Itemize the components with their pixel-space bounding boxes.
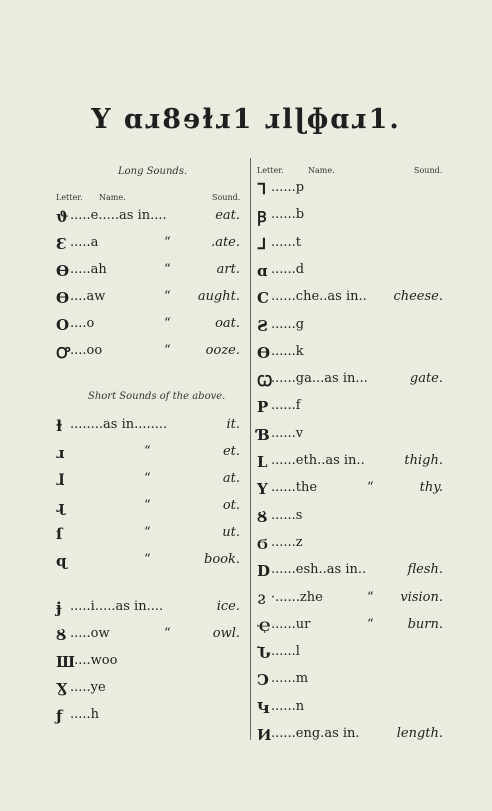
letter-name: .....a <box>70 235 99 250</box>
example-word: book. <box>204 552 240 567</box>
letter-name: ......f <box>271 398 301 414</box>
letter-glyph: Ϩ <box>257 589 267 608</box>
short-sound-row <box>56 552 240 572</box>
letter-glyph: P <box>257 398 269 417</box>
ditto-mark: “ <box>367 480 374 496</box>
long-sound-row <box>56 262 240 282</box>
letter-glyph: Ƨ <box>257 316 268 335</box>
letter-name: ......v <box>271 425 304 441</box>
consonant-row <box>257 535 443 555</box>
short-sound-row <box>56 525 240 545</box>
long-sound-row <box>56 289 240 309</box>
example-word: owl. <box>212 626 240 641</box>
example-word: et. <box>222 444 240 459</box>
letter-glyph: Ϭ <box>257 534 268 553</box>
letter-glyph: Ꞷ <box>257 372 273 391</box>
letter-name: ......l <box>271 644 300 660</box>
example-word: at. <box>222 471 240 486</box>
letter-name: ......n <box>271 698 305 714</box>
letter-glyph: ϴ <box>56 289 70 307</box>
short-sounds-heading: Short Sounds of the above. <box>88 391 226 402</box>
ditto-mark: “ <box>144 471 151 486</box>
ditto-mark: “ <box>164 235 171 250</box>
letter-name: ......b <box>271 207 305 223</box>
example-word: ut. <box>222 525 240 540</box>
letter-glyph: O <box>56 316 70 334</box>
short-sound-row <box>56 444 240 464</box>
diphthong-row <box>56 680 240 700</box>
consonant-row <box>257 317 443 337</box>
ditto-mark: “ <box>144 498 151 513</box>
letter-glyph: ƒ <box>56 707 63 725</box>
left-col-name: Name. <box>99 193 126 202</box>
ditto-mark: “ <box>144 444 151 459</box>
letter-name: .....ye <box>70 680 106 695</box>
letter-name: ....o <box>70 316 95 331</box>
letter-glyph: D <box>257 562 271 581</box>
letter-glyph: ɺ <box>56 471 65 489</box>
letter-glyph: ɉ <box>56 599 62 617</box>
diphthong-row <box>56 599 240 619</box>
example-word: it. <box>226 417 240 432</box>
example-word: oat. <box>215 316 240 331</box>
consonant-row <box>257 453 443 473</box>
short-sound-row <box>56 471 240 491</box>
letter-name: ·......zhe <box>271 589 323 605</box>
long-sounds-heading: Long Sounds. <box>118 166 188 177</box>
diphthong-row <box>56 653 240 673</box>
letter-name: ....aw <box>70 289 106 304</box>
left-col-sound: Sound. <box>212 193 241 202</box>
consonant-row <box>257 644 443 664</box>
example-word: gate. <box>409 371 443 387</box>
example-word: ooze. <box>205 343 240 358</box>
letter-name: ......t <box>271 234 302 250</box>
letter-name: ......g <box>271 316 305 332</box>
letter-glyph: Ꞵ <box>257 208 267 227</box>
example-word: flesh. <box>407 562 443 578</box>
example-word: .ate. <box>211 235 240 250</box>
letter-name: ......m <box>271 671 309 687</box>
letter-name: ......the <box>271 480 318 496</box>
letter-name: ......che..as in.. <box>271 289 367 305</box>
letter-name: .....h <box>70 707 100 722</box>
ditto-mark: “ <box>164 262 171 277</box>
letter-name: ......esh..as in.. <box>271 562 367 578</box>
right-col-sound: Sound. <box>414 166 443 175</box>
letter-name: ......k <box>271 343 304 359</box>
letter-glyph: Y <box>257 480 268 499</box>
letter-name: ......ga...as in... <box>271 371 368 387</box>
letter-glyph: Ɵ <box>56 262 70 280</box>
left-col-letter: Letter. <box>56 193 83 202</box>
letter-glyph: C <box>257 289 269 308</box>
letter-glyph: Կ <box>257 698 270 717</box>
ditto-mark: “ <box>144 525 151 540</box>
letter-name: ......ur <box>271 616 311 632</box>
consonant-row <box>257 344 443 364</box>
letter-glyph: ɋ <box>56 552 67 570</box>
consonant-row <box>257 371 443 391</box>
consonant-row <box>257 617 443 637</box>
letter-glyph: Ҿ <box>257 616 271 635</box>
letter-glyph: ᒧ <box>257 234 267 253</box>
letter-name: .....i.....as in.... <box>70 599 164 614</box>
example-word: burn. <box>407 616 443 632</box>
long-sound-row <box>56 235 240 255</box>
letter-glyph: Ȣ <box>56 626 67 644</box>
example-word: eat. <box>215 208 240 223</box>
long-sound-row <box>56 208 240 228</box>
consonant-row <box>257 671 443 691</box>
page-title: Y ɑɹ8ɘɫɹ1 ɹlɭɸɑɹ1. <box>91 104 401 135</box>
ditto-mark: “ <box>367 589 374 605</box>
consonant-row <box>257 508 443 528</box>
letter-name: .....e.....as in.... <box>70 208 167 223</box>
example-word: ot. <box>222 498 240 513</box>
diphthong-row <box>56 626 240 646</box>
letter-glyph: ɫ <box>56 417 63 435</box>
letter-glyph: Ꝍ <box>56 344 71 362</box>
letter-name: ......p <box>271 180 305 195</box>
letter-name: ......z <box>271 534 303 550</box>
letter-glyph: Ɛ <box>56 235 67 253</box>
consonant-row <box>257 180 443 200</box>
consonant-row <box>257 207 443 227</box>
example-word: thigh. <box>404 453 443 468</box>
letter-glyph: L <box>257 453 268 471</box>
letter-name: .....ah <box>70 262 107 277</box>
letter-glyph: Ɣ <box>56 680 68 698</box>
short-sound-row <box>56 498 240 518</box>
ditto-mark: “ <box>144 552 151 567</box>
letter-glyph: Ͻ <box>257 671 269 690</box>
letter-name: ........as in........ <box>70 417 168 432</box>
consonant-row <box>257 699 443 719</box>
example-word: ice. <box>216 599 240 614</box>
example-word: aught. <box>197 289 240 304</box>
column-divider <box>250 158 251 740</box>
ditto-mark: “ <box>164 343 171 358</box>
example-word: thy. <box>419 480 443 496</box>
letter-glyph: Ȣ <box>257 507 268 526</box>
letter-name: .....ow <box>70 626 110 641</box>
consonant-row <box>257 726 443 746</box>
right-col-letter: Letter. <box>257 166 284 175</box>
consonant-row <box>257 480 443 500</box>
letter-glyph: ɹ <box>56 444 65 462</box>
letter-glyph: ſ <box>56 525 63 543</box>
letter-glyph: ϑ <box>56 208 69 226</box>
ditto-mark: “ <box>164 316 171 331</box>
example-word: vision. <box>400 589 443 605</box>
right-col-name: Name. <box>308 166 335 175</box>
letter-glyph: Ն <box>257 644 271 663</box>
letter-name: ......s <box>271 507 303 523</box>
letter-name: ....oo <box>70 343 103 358</box>
example-word: cheese. <box>393 289 443 305</box>
ditto-mark: “ <box>367 616 374 632</box>
letter-glyph: ɑ <box>257 261 268 280</box>
example-word: length. <box>396 726 443 741</box>
letter-glyph: ᒣ <box>257 180 267 198</box>
consonant-row <box>257 426 443 446</box>
consonant-row <box>257 235 443 255</box>
letter-glyph: Ш <box>56 653 76 671</box>
letter-name: ......d <box>271 261 305 277</box>
consonant-row <box>257 289 443 309</box>
ditto-mark: “ <box>164 626 171 641</box>
long-sound-row <box>56 316 240 336</box>
consonant-row <box>257 262 443 282</box>
letter-glyph: Ѳ <box>257 343 271 362</box>
consonant-row <box>257 398 443 418</box>
letter-name: ......eth..as in.. <box>271 453 365 468</box>
letter-name: ......eng.as in. <box>271 726 360 741</box>
example-word: art. <box>216 262 240 277</box>
long-sound-row <box>56 343 240 363</box>
letter-glyph: ɻ <box>56 498 65 516</box>
diphthong-row <box>56 707 240 727</box>
ditto-mark: “ <box>164 289 171 304</box>
consonant-row <box>257 590 443 610</box>
letter-glyph: Ͷ <box>257 726 272 744</box>
consonant-row <box>257 562 443 582</box>
letter-glyph: Ɓ <box>257 425 270 444</box>
short-sound-row <box>56 417 240 437</box>
letter-name: .....woo <box>70 653 118 668</box>
